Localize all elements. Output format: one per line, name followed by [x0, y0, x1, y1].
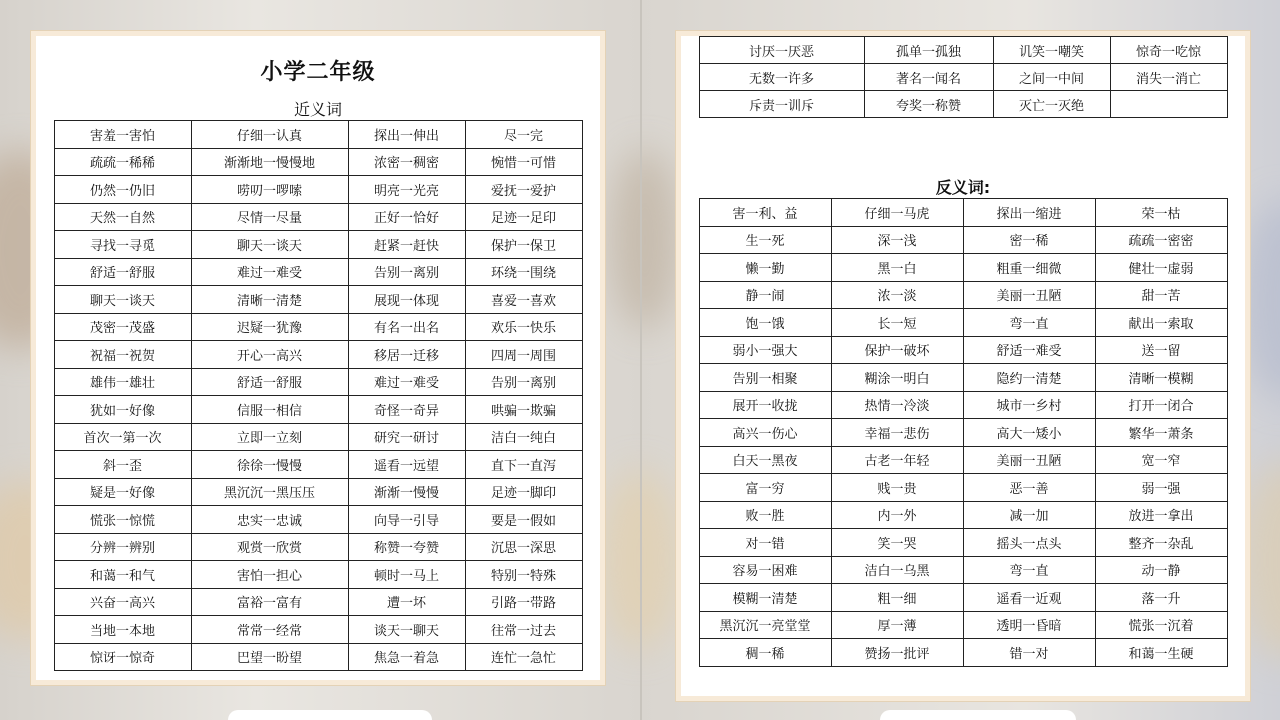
table-cell: 透明一昏暗 [963, 611, 1095, 639]
table-row [54, 176, 582, 204]
table-cell: 无数一许多 [699, 64, 864, 91]
table-cell: 首次一第一次 [54, 423, 191, 451]
table-row [699, 64, 1227, 91]
table-cell: 尽情一尽量 [191, 203, 348, 231]
table-cell: 和蔼一生硬 [1095, 639, 1227, 667]
table-cell: 美丽一丑陋 [963, 281, 1095, 309]
table-row [54, 148, 582, 176]
page-divider [640, 0, 642, 720]
table-cell: 弯一直 [963, 309, 1095, 337]
table-cell: 足迹一脚印 [465, 478, 582, 506]
table-cell: 灭亡一灭绝 [993, 91, 1110, 118]
table-cell: 害怕一担心 [191, 561, 348, 589]
table-cell: 移居一迁移 [348, 341, 465, 369]
left-page [36, 36, 600, 680]
document-title: 小学二年级 [260, 60, 376, 85]
table-cell: 聊天一谈天 [54, 286, 191, 314]
table-cell: 难过一难受 [348, 368, 465, 396]
table-cell: 富裕一富有 [191, 588, 348, 616]
table-row [54, 368, 582, 396]
synonyms-table [54, 120, 583, 671]
table-cell: 观赏一欣赏 [191, 533, 348, 561]
table-row [54, 451, 582, 479]
table-row [54, 286, 582, 314]
table-row [699, 199, 1227, 227]
table-cell: 雄伟一雄壮 [54, 368, 191, 396]
table-cell: 向导一引导 [348, 506, 465, 534]
table-cell: 研究一研讨 [348, 423, 465, 451]
table-row [699, 474, 1227, 502]
table-cell: 生一死 [699, 226, 831, 254]
table-cell: 尽一完 [465, 121, 582, 149]
bottom-tab[interactable] [228, 710, 432, 720]
table-cell: 对一错 [699, 529, 831, 557]
table-cell: 动一静 [1095, 556, 1227, 584]
table-row [54, 258, 582, 286]
table-cell: 慌张一惊慌 [54, 506, 191, 534]
table-cell: 害一利、益 [699, 199, 831, 227]
table-cell: 打开一闭合 [1095, 391, 1227, 419]
table-cell: 黑沉沉一亮堂堂 [699, 611, 831, 639]
table-cell: 往常一过去 [465, 616, 582, 644]
table-cell: 展开一收拢 [699, 391, 831, 419]
table-cell: 黑沉沉一黑压压 [191, 478, 348, 506]
table-cell: 斜一歪 [54, 451, 191, 479]
table-cell: 欢乐一快乐 [465, 313, 582, 341]
table-row [54, 341, 582, 369]
left-page-card[interactable] [30, 30, 606, 686]
table-cell: 浓一淡 [831, 281, 963, 309]
table-cell: 整齐一杂乱 [1095, 529, 1227, 557]
table-row [54, 313, 582, 341]
table-cell: 正好一恰好 [348, 203, 465, 231]
table-cell: 舒适一舒服 [54, 258, 191, 286]
table-cell: 遥看一近观 [963, 584, 1095, 612]
table-cell: 和蔼一和气 [54, 561, 191, 589]
table-cell: 清晰一模糊 [1095, 364, 1227, 392]
table-cell: 直下一直泻 [465, 451, 582, 479]
table-cell: 模糊一清楚 [699, 584, 831, 612]
table-cell: 恶一善 [963, 474, 1095, 502]
table-cell: 消失一消亡 [1110, 64, 1227, 91]
table-cell: 厚一薄 [831, 611, 963, 639]
table-cell: 高兴一伤心 [699, 419, 831, 447]
table-cell: 隐约一清楚 [963, 364, 1095, 392]
table-cell: 慌张一沉着 [1095, 611, 1227, 639]
table-cell: 连忙一急忙 [465, 643, 582, 671]
table-cell: 焦急一着急 [348, 643, 465, 671]
table-cell: 疏疏一密密 [1095, 226, 1227, 254]
table-cell: 赞扬一批评 [831, 639, 963, 667]
table-cell: 顿时一马上 [348, 561, 465, 589]
table-row [54, 203, 582, 231]
table-cell: 著名一闻名 [864, 64, 993, 91]
table-cell: 寻找一寻觅 [54, 231, 191, 259]
table-cell: 环绕一围绕 [465, 258, 582, 286]
background-blur [610, 150, 680, 330]
table-cell: 保护一破坏 [831, 336, 963, 364]
table-cell: 长一短 [831, 309, 963, 337]
table-cell: 弱一强 [1095, 474, 1227, 502]
table-row [54, 506, 582, 534]
table-cell: 聊天一谈天 [191, 231, 348, 259]
table-row [699, 529, 1227, 557]
table-row [699, 281, 1227, 309]
table-cell: 粗重一细微 [963, 254, 1095, 282]
table-row [54, 121, 582, 149]
table-cell: 败一胜 [699, 501, 831, 529]
table-cell: 探出一伸出 [348, 121, 465, 149]
table-cell: 高大一矮小 [963, 419, 1095, 447]
table-cell: 害羞一害怕 [54, 121, 191, 149]
table-cell: 疏疏一稀稀 [54, 148, 191, 176]
antonyms-table [699, 198, 1228, 667]
table-row [54, 478, 582, 506]
table-cell: 告别一离别 [465, 368, 582, 396]
table-cell: 探出一缩进 [963, 199, 1095, 227]
bottom-tab[interactable] [880, 710, 1076, 720]
table-cell: 荣一枯 [1095, 199, 1227, 227]
table-cell: 奇怪一奇异 [348, 396, 465, 424]
table-row [699, 391, 1227, 419]
table-cell: 犹如一好像 [54, 396, 191, 424]
table-cell: 放进一拿出 [1095, 501, 1227, 529]
table-cell: 兴奋一高兴 [54, 588, 191, 616]
table-cell: 分辨一辨别 [54, 533, 191, 561]
table-cell: 徐徐一慢慢 [191, 451, 348, 479]
table-cell: 繁华一萧条 [1095, 419, 1227, 447]
table-cell: 稠一稀 [699, 639, 831, 667]
table-cell: 惊奇一吃惊 [1110, 37, 1227, 64]
table-cell: 清晰一清楚 [191, 286, 348, 314]
table-cell: 斥责一训斥 [699, 91, 864, 118]
table-cell: 称赞一夸赞 [348, 533, 465, 561]
table-row [699, 91, 1227, 118]
table-cell: 洁白一乌黑 [831, 556, 963, 584]
table-cell: 喜爱一喜欢 [465, 286, 582, 314]
table-cell: 告别一相聚 [699, 364, 831, 392]
table-cell: 渐渐地一慢慢地 [191, 148, 348, 176]
table-cell: 笑一哭 [831, 529, 963, 557]
table-cell: 城市一乡村 [963, 391, 1095, 419]
table-row [699, 336, 1227, 364]
table-cell: 沉思一深思 [465, 533, 582, 561]
table-cell: 粗一细 [831, 584, 963, 612]
table-row [54, 561, 582, 589]
table-row [699, 611, 1227, 639]
table-row [699, 364, 1227, 392]
table-cell: 天然一自然 [54, 203, 191, 231]
table-cell: 谈天一聊天 [348, 616, 465, 644]
table-cell: 减一加 [963, 501, 1095, 529]
table-cell: 落一升 [1095, 584, 1227, 612]
table-cell: 哄骗一欺骗 [465, 396, 582, 424]
table-cell: 当地一本地 [54, 616, 191, 644]
table-cell: 遥看一远望 [348, 451, 465, 479]
table-cell: 仔细一认真 [191, 121, 348, 149]
table-cell: 足迹一足印 [465, 203, 582, 231]
table-cell: 美丽一丑陋 [963, 446, 1095, 474]
table-cell: 糊涂一明白 [831, 364, 963, 392]
table-row [699, 309, 1227, 337]
table-cell: 惋惜一可惜 [465, 148, 582, 176]
table-row [699, 254, 1227, 282]
table-row [699, 639, 1227, 667]
table-cell: 有名一出名 [348, 313, 465, 341]
table-cell: 密一稀 [963, 226, 1095, 254]
table-row [54, 533, 582, 561]
table-row [54, 616, 582, 644]
table-cell: 富一穷 [699, 474, 831, 502]
table-cell: 展现一体现 [348, 286, 465, 314]
synonyms-section-title: 近义词 [293, 100, 342, 119]
table-row [54, 423, 582, 451]
table-cell: 送一留 [1095, 336, 1227, 364]
table-cell: 保护一保卫 [465, 231, 582, 259]
table-cell: 之间一中间 [993, 64, 1110, 91]
table-cell: 摇头一点头 [963, 529, 1095, 557]
table-row [699, 584, 1227, 612]
table-row [699, 37, 1227, 64]
right-page-card[interactable] [675, 30, 1251, 702]
table-cell: 孤单一孤独 [864, 37, 993, 64]
table-row [699, 419, 1227, 447]
table-cell: 迟疑一犹豫 [191, 313, 348, 341]
table-cell: 渐渐一慢慢 [348, 478, 465, 506]
table-cell: 特别一特殊 [465, 561, 582, 589]
table-cell: 忠实一忠诚 [191, 506, 348, 534]
synonyms-continued-table [699, 36, 1228, 118]
table-cell: 夸奖一称赞 [864, 91, 993, 118]
table-cell: 要是一假如 [465, 506, 582, 534]
table-cell: 爱抚一爱护 [465, 176, 582, 204]
table-cell: 热情一冷淡 [831, 391, 963, 419]
table-cell: 容易一困难 [699, 556, 831, 584]
table-cell: 古老一年轻 [831, 446, 963, 474]
table-cell: 引路一带路 [465, 588, 582, 616]
table-cell: 告别一离别 [348, 258, 465, 286]
table-cell: 四周一周围 [465, 341, 582, 369]
table-cell: 讨厌一厌恶 [699, 37, 864, 64]
table-cell: 常常一经常 [191, 616, 348, 644]
table-cell: 遭一坏 [348, 588, 465, 616]
table-cell: 开心一高兴 [191, 341, 348, 369]
table-cell: 贱一贵 [831, 474, 963, 502]
table-cell: 立即一立刻 [191, 423, 348, 451]
table-cell: 错一对 [963, 639, 1095, 667]
table-cell: 明亮一光亮 [348, 176, 465, 204]
table-cell: 深一浅 [831, 226, 963, 254]
table-cell: 惊讶一惊奇 [54, 643, 191, 671]
table-cell: 浓密一稠密 [348, 148, 465, 176]
right-page [681, 36, 1245, 696]
table-cell: 饱一饿 [699, 309, 831, 337]
table-cell: 洁白一纯白 [465, 423, 582, 451]
table-row [54, 231, 582, 259]
table-row [699, 226, 1227, 254]
table-cell [1110, 91, 1227, 118]
table-row [54, 588, 582, 616]
table-cell: 讥笑一嘲笑 [993, 37, 1110, 64]
table-cell: 茂密一茂盛 [54, 313, 191, 341]
table-cell: 懒一勤 [699, 254, 831, 282]
table-cell: 巴望一盼望 [191, 643, 348, 671]
table-cell: 祝福一祝贺 [54, 341, 191, 369]
table-cell: 仍然一仍旧 [54, 176, 191, 204]
table-row [699, 556, 1227, 584]
table-cell: 弱小一强大 [699, 336, 831, 364]
table-row [699, 446, 1227, 474]
table-cell: 甜一苦 [1095, 281, 1227, 309]
table-cell: 健壮一虚弱 [1095, 254, 1227, 282]
table-row [699, 501, 1227, 529]
table-cell: 宽一窄 [1095, 446, 1227, 474]
table-cell: 信服一相信 [191, 396, 348, 424]
table-row [54, 396, 582, 424]
table-cell: 弯一直 [963, 556, 1095, 584]
table-cell: 仔细一马虎 [831, 199, 963, 227]
table-cell: 黑一白 [831, 254, 963, 282]
table-cell: 静一闹 [699, 281, 831, 309]
table-cell: 舒适一舒服 [191, 368, 348, 396]
table-cell: 白天一黑夜 [699, 446, 831, 474]
spacer [681, 118, 1245, 166]
table-cell: 幸福一悲伤 [831, 419, 963, 447]
table-row [54, 643, 582, 671]
table-cell: 献出一索取 [1095, 309, 1227, 337]
table-cell: 赶紧一赶快 [348, 231, 465, 259]
table-cell: 难过一难受 [191, 258, 348, 286]
table-cell: 内一外 [831, 501, 963, 529]
table-cell: 舒适一难受 [963, 336, 1095, 364]
table-cell: 疑是一好像 [54, 478, 191, 506]
table-cell: 唠叨一啰嗦 [191, 176, 348, 204]
antonyms-section-title: 反义词: [935, 178, 991, 197]
